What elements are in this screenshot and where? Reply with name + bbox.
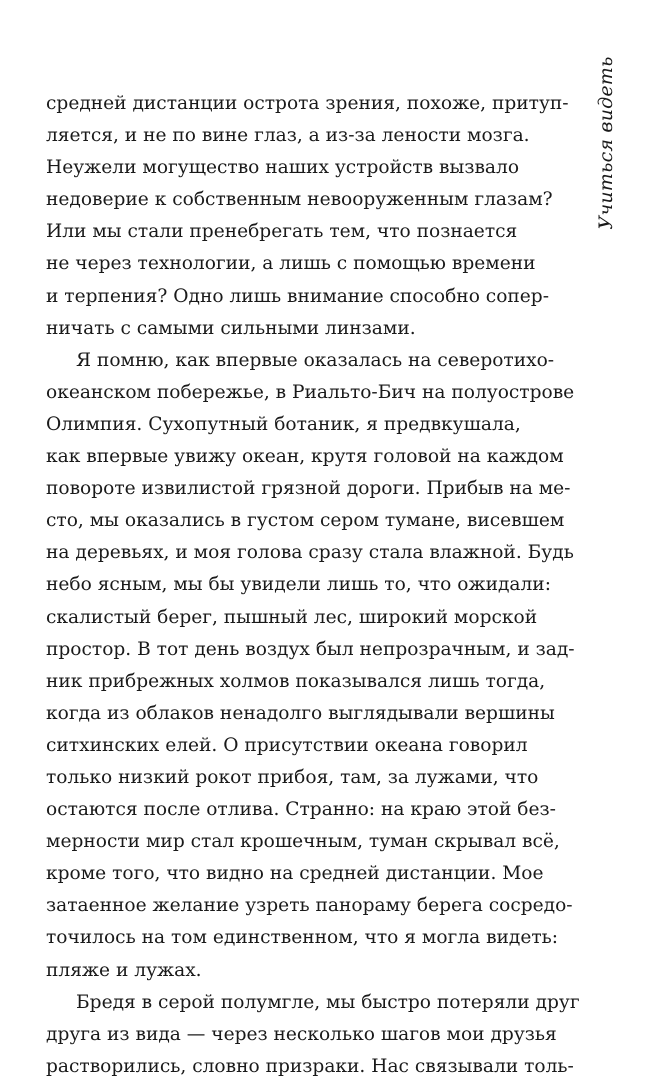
text-line: ляется, и не по вине глаз, а из-за лености мозга. xyxy=(46,125,530,147)
text-line: мерности мир стал крошечным, туман скрывал всё, xyxy=(46,831,560,853)
text-line: только низкий рокот прибоя, там, за лужами, что xyxy=(46,766,539,788)
running-head xyxy=(586,50,626,235)
text-line: ничать с самыми сильными линзами. xyxy=(46,317,416,339)
text-line: и терпения? Одно лишь внимание способно сопер- xyxy=(46,285,549,307)
paragraph xyxy=(46,88,576,345)
text-line: затаенное желание узреть панораму берега сосредо- xyxy=(46,895,573,917)
text-line: небо ясным, мы бы увидели лишь то, что ожидали: xyxy=(46,574,551,596)
body-text xyxy=(46,88,580,1083)
text-line: Я помню, как впервые оказалась на северотихо- xyxy=(76,349,555,371)
text-line: недоверие к собственным невооруженным глазам? xyxy=(46,189,553,211)
paragraph xyxy=(46,987,580,1083)
text-line: океанском побережье, в Риальто-Бич на полуострове xyxy=(46,381,575,403)
text-line: кроме того, что видно на средней дистанции. Мое xyxy=(46,863,544,885)
text-line: ник прибрежных холмов показывался лишь тогда, xyxy=(46,670,546,692)
text-line: повороте извилистой грязной дороги. Прибыв на ме- xyxy=(46,478,571,500)
text-line: Или мы стали пренебрегать тем, что познается xyxy=(46,221,518,243)
text-line: простор. В тот день воздух был непрозрачным, и зад- xyxy=(46,638,575,660)
text-line: средней дистанции острота зрения, похоже, притуп- xyxy=(46,93,569,114)
text-line: сто, мы оказались в густом сером тумане, висевшем xyxy=(46,510,565,532)
text-line: ситхинских елей. О присутствии океана говорил xyxy=(46,734,528,756)
running-head-text: Учиться видеть xyxy=(595,55,617,230)
text-line: скалистый берег, пышный лес, широкий морской xyxy=(46,606,538,628)
text-line: друга из вида — через несколько шагов мои друзья xyxy=(46,1023,557,1045)
text-line: растворились, словно призраки. Нас связывали толь- xyxy=(46,1055,574,1077)
text-line: пляже и лужах. xyxy=(46,959,202,981)
text-line: Бредя в серой полумгле, мы быстро потеряли друг xyxy=(76,991,580,1013)
text-line: как впервые увижу океан, крутя головой на каждом xyxy=(46,446,564,468)
text-line: остаются после отлива. Странно: на краю этой без- xyxy=(46,799,556,821)
text-line: Олимпия. Сухопутный ботаник, я предвкушала, xyxy=(46,413,521,435)
text-line: Неужели могущество наших устройств вызвало xyxy=(46,157,520,179)
text-line: точилось на том единственном, что я могла видеть: xyxy=(46,927,559,949)
paragraph xyxy=(46,345,576,987)
text-line: на деревьях, и моя голова сразу стала влажной. Будь xyxy=(46,542,574,564)
text-line: когда из облаков ненадолго выглядывали вершины xyxy=(46,702,555,724)
text-line: не через технологии, а лишь с помощью времени xyxy=(46,253,536,275)
